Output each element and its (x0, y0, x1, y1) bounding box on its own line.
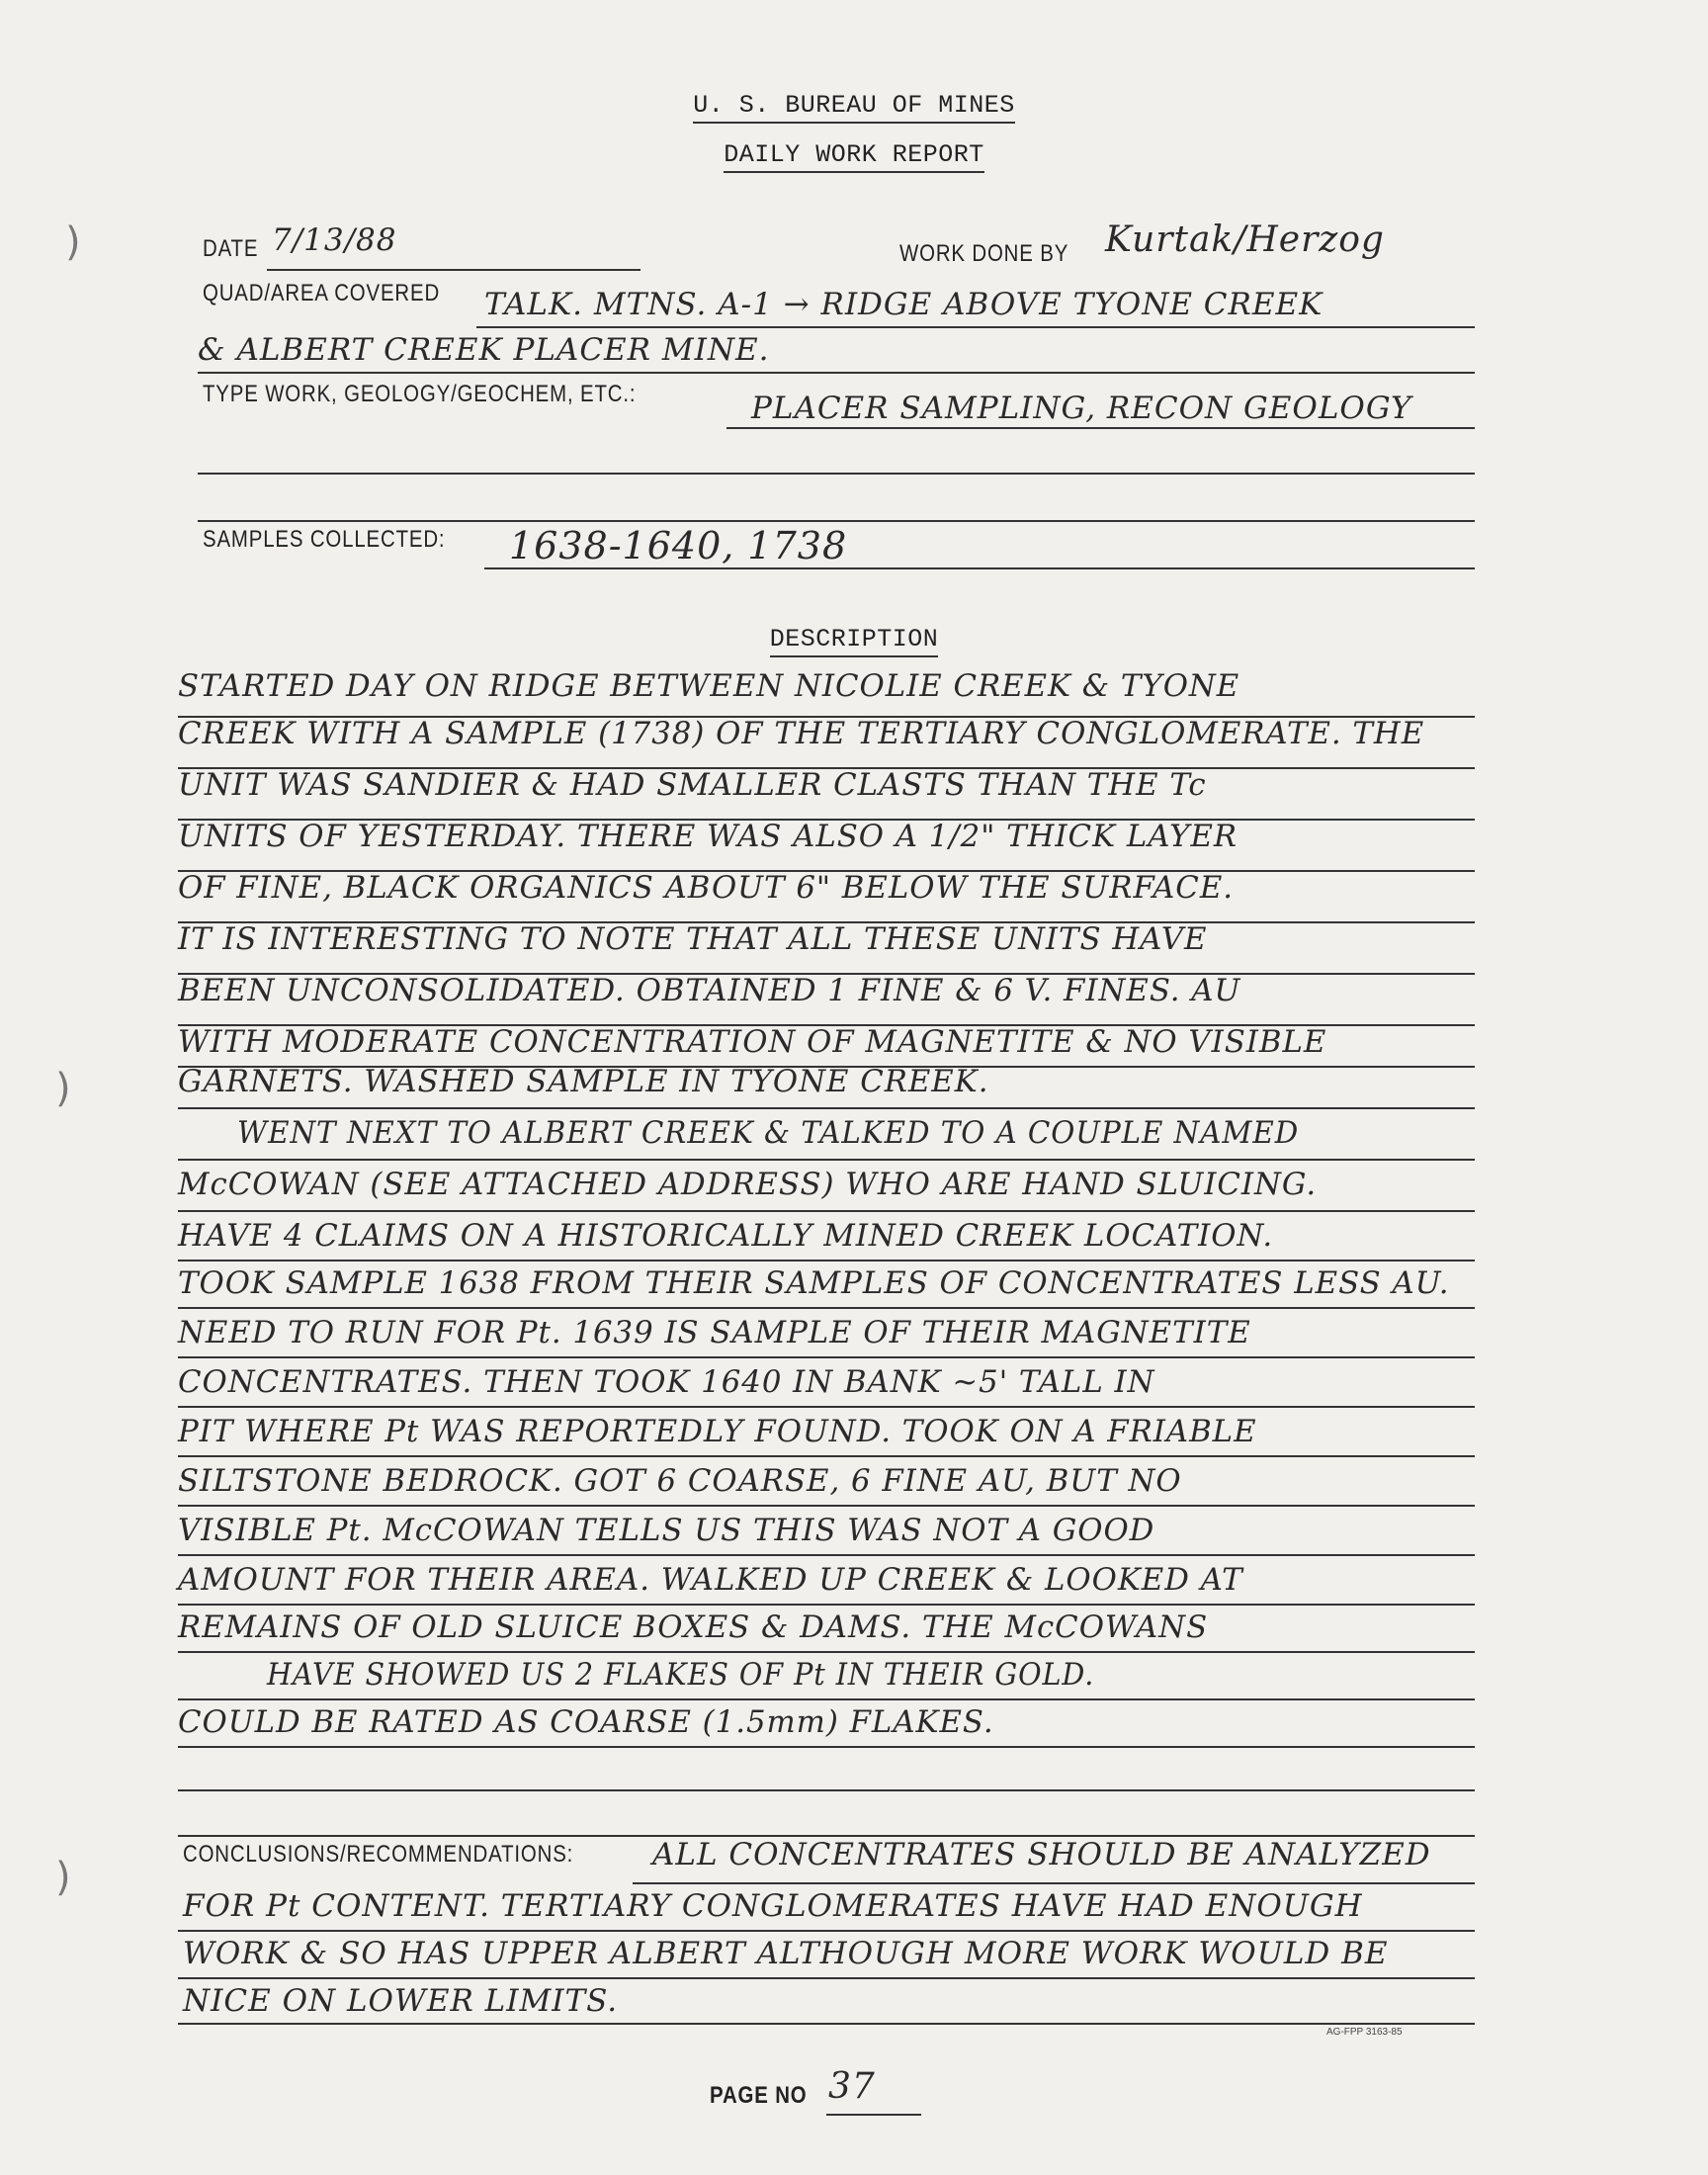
samples-rule (484, 567, 1475, 569)
description-rule (178, 1698, 1475, 1700)
conclusions-rule (178, 1977, 1475, 1979)
quad-rule-2 (198, 372, 1475, 374)
description-line: BEEN UNCONSOLIDATED. OBTAINED 1 FINE & 6 V. FINES. AU (178, 973, 1241, 1008)
samples-value: 1638-1640, 1738 (509, 524, 848, 567)
conclusions-rule (178, 2023, 1475, 2025)
conclusions-line-3: WORK & SO HAS UPPER ALBERT ALTHOUGH MORE WORK WOULD BE (183, 1936, 1389, 1971)
description-line: HAVE SHOWED US 2 FLAKES OF Pt IN THEIR GOLD. (267, 1657, 1095, 1693)
description-rule (178, 1024, 1475, 1026)
description-rule (178, 1307, 1475, 1309)
description-line: UNITS OF YESTERDAY. THERE WAS ALSO A 1/2" THICK LAYER (178, 819, 1238, 854)
type-work-value: PLACER SAMPLING, RECON GEOLOGY (751, 391, 1412, 426)
description-rule (178, 921, 1475, 923)
description-rule (178, 1554, 1475, 1556)
description-line: CONCENTRATES. THEN TOOK 1640 IN BANK ~5' TALL IN (178, 1364, 1155, 1400)
page-number-value: 37 (828, 2066, 876, 2107)
quad-rule-1 (476, 326, 1475, 328)
punch-hole-mark: ) (55, 1066, 71, 1111)
description-line: TOOK SAMPLE 1638 FROM THEIR SAMPLES OF CONCENTRATES LESS AU. (178, 1265, 1450, 1301)
conclusions-line-4: NICE ON LOWER LIMITS. (183, 1983, 619, 2019)
type-rule-1 (726, 427, 1475, 429)
description-rule (178, 1107, 1475, 1109)
description-rule (178, 1455, 1475, 1457)
work-by-value: Kurtak/Herzog (1105, 219, 1385, 260)
type-rule-2 (198, 473, 1475, 475)
date-rule (267, 269, 640, 271)
description-line: NEED TO RUN FOR Pt. 1639 IS SAMPLE OF THEIR MAGNETITE (178, 1315, 1251, 1350)
description-rule (178, 1604, 1475, 1606)
quad-value-1: TALK. MTNS. A-1 → RIDGE ABOVE TYONE CREEK (484, 287, 1324, 322)
description-line: VISIBLE Pt. McCOWAN TELLS US THIS WAS NOT A GOOD (178, 1513, 1155, 1548)
page-number-rule (826, 2114, 921, 2116)
conclusions-rule (178, 1930, 1475, 1932)
description-line: REMAINS OF OLD SLUICE BOXES & DAMS. THE McCOWANS (178, 1610, 1209, 1645)
punch-hole-mark: ) (55, 1855, 71, 1900)
form-code: AG-FPP 3163-85 (1326, 2027, 1403, 2038)
quad-label: QUAD/AREA COVERED (203, 280, 441, 306)
conclusions-label: CONCLUSIONS/RECOMMENDATIONS: (183, 1841, 574, 1868)
description-rule (178, 716, 1475, 718)
description-rule (178, 1356, 1475, 1358)
work-by-label: WORK DONE BY (899, 240, 1069, 267)
description-rule (178, 1505, 1475, 1507)
conclusions-line-2: FOR Pt CONTENT. TERTIARY CONGLOMERATES HAVE HAD ENOUGH (183, 1888, 1363, 1924)
description-rule (178, 1746, 1475, 1748)
description-line: McCOWAN (SEE ATTACHED ADDRESS) WHO ARE HAND SLUICING. (178, 1167, 1318, 1202)
type-rule-3 (198, 520, 1475, 522)
description-rule (178, 1260, 1475, 1262)
punch-hole-mark: ) (65, 219, 81, 265)
type-work-label: TYPE WORK, GEOLOGY/GEOCHEM, ETC.: (203, 381, 637, 407)
description-line: WENT NEXT TO ALBERT CREEK & TALKED TO A COUPLE NAMED (237, 1115, 1300, 1151)
description-line: IT IS INTERESTING TO NOTE THAT ALL THESE UNITS HAVE (178, 921, 1208, 957)
description-line: AMOUNT FOR THEIR AREA. WALKED UP CREEK & LOOKED AT (178, 1562, 1243, 1598)
description-line: CREEK WITH A SAMPLE (1738) OF THE TERTIARY CONGLOMERATE. THE (178, 716, 1425, 751)
description-line: HAVE 4 CLAIMS ON A HISTORICALLY MINED CREEK LOCATION. (178, 1218, 1274, 1254)
description-rule (178, 1406, 1475, 1408)
description-line: SILTSTONE BEDROCK. GOT 6 COARSE, 6 FINE AU, BUT NO (178, 1463, 1182, 1499)
description-rule (178, 1789, 1475, 1791)
description-line: WITH MODERATE CONCENTRATION OF MAGNETITE & NO VISIBLE (178, 1024, 1327, 1060)
description-rule (178, 973, 1475, 975)
conclusions-rule (633, 1882, 1475, 1884)
description-rule (178, 870, 1475, 872)
description-line: OF FINE, BLACK ORGANICS ABOUT 6" BELOW THE SURFACE. (178, 870, 1235, 906)
description-line: UNIT WAS SANDIER & HAD SMALLER CLASTS THAN THE Tc (178, 767, 1207, 803)
agency-title: U. S. BUREAU OF MINES (0, 91, 1708, 120)
date-value: 7/13/88 (272, 222, 397, 258)
page-number-label: PAGE NO (710, 2082, 808, 2109)
description-rule (178, 1210, 1475, 1212)
samples-label: SAMPLES COLLECTED: (203, 526, 446, 553)
date-label: DATE (203, 235, 259, 262)
report-title: DAILY WORK REPORT (0, 140, 1708, 169)
description-rule (178, 1066, 1475, 1068)
quad-value-2: & ALBERT CREEK PLACER MINE. (198, 332, 770, 368)
description-rule (178, 1159, 1475, 1161)
description-rule (178, 767, 1475, 769)
description-heading: DESCRIPTION (0, 625, 1708, 653)
description-rule (178, 1651, 1475, 1653)
description-line: GARNETS. WASHED SAMPLE IN TYONE CREEK. (178, 1064, 989, 1099)
description-rule (178, 819, 1475, 821)
description-line: STARTED DAY ON RIDGE BETWEEN NICOLIE CREEK & TYONE (178, 668, 1240, 704)
conclusions-line-1: ALL CONCENTRATES SHOULD BE ANALYZED (652, 1837, 1431, 1872)
description-line: COULD BE RATED AS COARSE (1.5mm) FLAKES. (178, 1704, 994, 1740)
description-line: PIT WHERE Pt WAS REPORTEDLY FOUND. TOOK ON A FRIABLE (178, 1414, 1257, 1449)
